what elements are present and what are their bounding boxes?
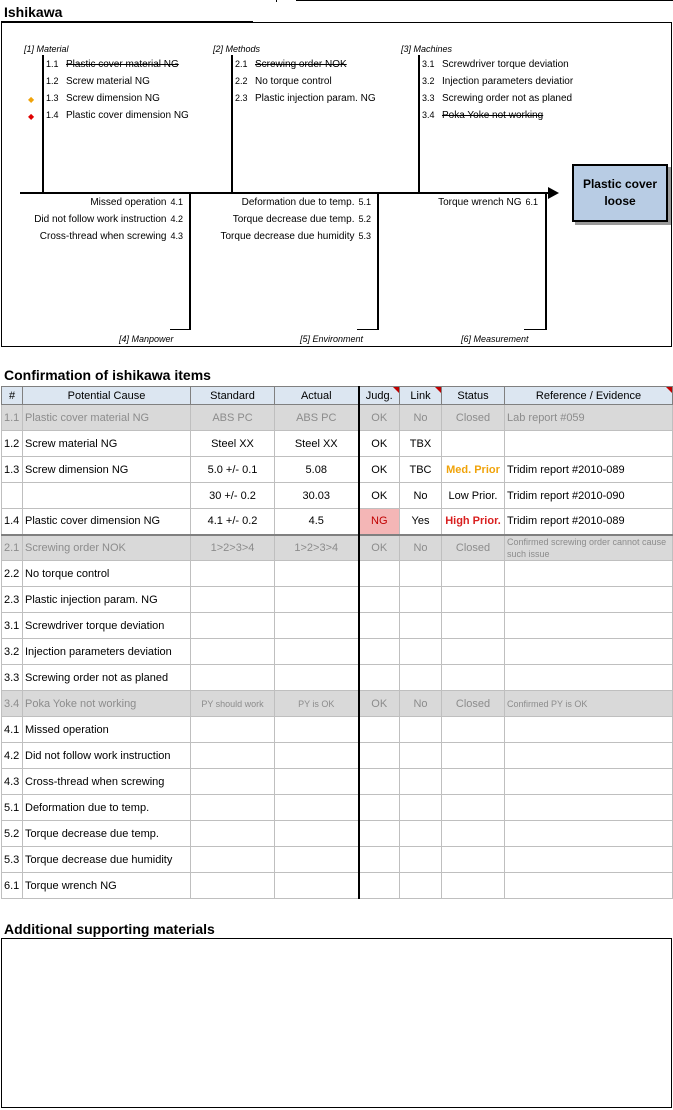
cell-actual[interactable]: 30.03 [275,483,359,509]
cell-judg[interactable] [359,587,400,613]
cell-standard[interactable] [191,769,275,795]
cell-cause[interactable]: Torque decrease due humidity [23,847,191,873]
cell-standard[interactable] [191,847,275,873]
cell-ref[interactable] [505,821,673,847]
cell-ref[interactable] [505,561,673,587]
cell-num[interactable]: 1.3 [2,457,23,483]
cell-status[interactable]: Closed [442,535,505,561]
measurement-bone [545,193,547,330]
cell-link[interactable] [400,613,442,639]
cell-cause[interactable]: Poka Yoke not working [23,691,191,717]
cell-judg[interactable] [359,769,400,795]
cell-status[interactable]: High Prior. [442,509,505,535]
cell-ref[interactable] [505,873,673,899]
cell-status[interactable]: Med. Prior [442,457,505,483]
header-link: Link [400,387,442,405]
cell-actual[interactable] [275,613,359,639]
cause-5-3: Torque decrease due humidity 5.3 [220,231,371,242]
effect-box: Plastic cover loose [572,164,668,222]
table-row [2,509,673,535]
cell-judg[interactable] [359,613,400,639]
cause-4-1: Missed operation 4.1 [90,197,183,208]
supporting-title: Additional supporting materials [4,921,215,937]
cell-ref[interactable] [505,431,673,457]
cell-cause[interactable]: No torque control [23,561,191,587]
cell-standard[interactable] [191,665,275,691]
cell-judg[interactable] [359,743,400,769]
category-methods: [2] Methods [213,44,261,54]
cell-actual[interactable]: 1>2>3>4 [275,535,359,561]
cause-2-1: 2.1 Screwing order NOK [235,59,347,70]
cell-link[interactable] [400,639,442,665]
cell-link[interactable] [400,561,442,587]
confirmation-title: Confirmation of ishikawa items [4,367,211,383]
spine-arrowhead [548,187,559,199]
table-row [2,691,673,717]
header-standard: Standard [191,387,275,405]
cell-cause[interactable]: Plastic cover dimension NG [23,509,191,535]
table-row [2,405,673,431]
cell-judg[interactable]: OK [359,431,400,457]
header-rule-right [296,0,673,1]
cell-status[interactable] [442,561,505,587]
table-row [2,873,673,899]
cell-actual[interactable]: 5.08 [275,457,359,483]
cell-link[interactable] [400,821,442,847]
cell-cause[interactable]: Screwing order not as planed [23,665,191,691]
comment-marker-icon [666,387,672,393]
cell-actual[interactable]: 4.5 [275,509,359,535]
table-row [2,639,673,665]
methods-bone [231,55,233,193]
cell-judg[interactable]: OK [359,457,400,483]
cell-judg[interactable] [359,717,400,743]
supporting-materials-box[interactable] [1,938,672,1108]
cell-link[interactable] [400,665,442,691]
cell-status[interactable] [442,795,505,821]
table-row [2,795,673,821]
table-row [2,717,673,743]
cell-standard[interactable] [191,717,275,743]
cell-judg[interactable]: NG [359,509,400,535]
cell-cause[interactable] [23,483,191,509]
table-row [2,847,673,873]
cause-4-3: Cross-thread when screwing 4.3 [39,231,183,242]
cell-cause[interactable]: Injection parameters deviation [23,639,191,665]
table-row [2,665,673,691]
environment-foot [357,329,379,330]
cause-3-2: 3.2 Injection parameters deviatior [422,76,574,87]
cell-ref[interactable] [505,795,673,821]
cell-actual[interactable] [275,587,359,613]
cell-actual[interactable] [275,769,359,795]
cause-3-3: 3.3 Screwing order not as planed [422,93,573,104]
cell-cause[interactable]: Missed operation [23,717,191,743]
cell-standard[interactable] [191,587,275,613]
cell-status[interactable] [442,613,505,639]
cell-standard[interactable]: 30 +/- 0.2 [191,483,275,509]
cause-1-3: 1.3 Screw dimension NG [46,93,160,104]
cell-judg[interactable] [359,795,400,821]
cause-2-3: 2.3 Plastic injection param. NG [235,93,376,104]
cell-standard[interactable]: 1>2>3>4 [191,535,275,561]
cell-cause[interactable]: Screwdriver torque deviation [23,613,191,639]
header-actual: Actual [275,387,359,405]
cause-3-4: 3.4 Poka Yoke not working [422,110,544,121]
cell-status[interactable] [442,743,505,769]
category-measurement: [6] Measurement [461,334,529,344]
category-environment: [5] Environment [300,334,364,344]
cell-actual[interactable] [275,847,359,873]
cell-standard[interactable]: PY should work [191,691,275,717]
table-row [2,483,673,509]
cell-num[interactable]: 2.2 [2,561,23,587]
table-row [2,821,673,847]
cell-ref[interactable] [505,847,673,873]
cell-link[interactable]: Yes [400,509,442,535]
cause-1-4: 1.4 Plastic cover dimension NG [46,110,189,121]
manpower-foot [170,329,191,330]
machines-bone [418,55,420,193]
cell-link[interactable] [400,847,442,873]
cell-status[interactable]: Closed [442,691,505,717]
cell-standard[interactable] [191,613,275,639]
cell-judg[interactable] [359,873,400,899]
cell-num[interactable]: 5.3 [2,847,23,873]
cell-judg[interactable] [359,821,400,847]
cell-cause[interactable]: Torque decrease due temp. [23,821,191,847]
cell-ref[interactable]: Tridim report #2010-089 [505,457,673,483]
header-potential-cause: Potential Cause [23,387,191,405]
cell-link[interactable] [400,743,442,769]
cell-cause[interactable]: Screw material NG [23,431,191,457]
cell-ref[interactable] [505,613,673,639]
cell-judg[interactable] [359,847,400,873]
table-row [2,457,673,483]
cell-status[interactable] [442,639,505,665]
cell-actual[interactable] [275,665,359,691]
cell-num[interactable]: 4.1 [2,717,23,743]
cell-standard[interactable]: 5.0 +/- 0.1 [191,457,275,483]
cell-link[interactable]: No [400,535,442,561]
cause-3-1: 3.1 Screwdriver torque deviation [422,59,569,70]
category-manpower: [4] Manpower [119,334,174,344]
cell-standard[interactable]: Steel XX [191,431,275,457]
confirmation-table-body [2,405,673,899]
cell-ref[interactable] [505,587,673,613]
table-row [2,535,673,561]
cell-num[interactable]: 3.2 [2,639,23,665]
cell-cause[interactable]: Screwing order NOK [23,535,191,561]
category-machines: [3] Machines [401,44,453,54]
cell-ref[interactable] [505,717,673,743]
cell-cause[interactable]: Did not follow work instruction [23,743,191,769]
table-row [2,587,673,613]
cell-ref[interactable] [505,743,673,769]
cell-num[interactable]: 2.1 [2,535,23,561]
category-material: [1] Material [24,44,69,54]
cell-actual[interactable] [275,795,359,821]
cell-link[interactable] [400,769,442,795]
cell-link[interactable] [400,587,442,613]
cell-num[interactable] [2,483,23,509]
cell-num[interactable]: 2.3 [2,587,23,613]
cell-status[interactable] [442,873,505,899]
cell-ref[interactable]: Tridim report #2010-089 [505,509,673,535]
cell-status[interactable] [442,665,505,691]
cell-num[interactable]: 5.1 [2,795,23,821]
comment-marker-icon [393,387,399,393]
cell-status[interactable] [442,821,505,847]
cell-actual[interactable] [275,743,359,769]
cell-actual[interactable] [275,821,359,847]
cell-status[interactable] [442,717,505,743]
cell-status[interactable] [442,431,505,457]
comment-marker-icon [435,387,441,393]
cell-standard[interactable] [191,873,275,899]
cell-cause[interactable]: Plastic injection param. NG [23,587,191,613]
cell-cause[interactable]: Cross-thread when screwing [23,769,191,795]
cell-judg[interactable] [359,665,400,691]
cell-num[interactable]: 3.3 [2,665,23,691]
cell-judg[interactable]: OK [359,483,400,509]
fishbone-spine [20,192,553,194]
cell-num[interactable]: 1.2 [2,431,23,457]
high-priority-diamond-icon: ◆ [28,112,35,121]
cell-judg[interactable] [359,639,400,665]
cell-actual[interactable] [275,873,359,899]
manpower-bone [189,193,191,330]
cell-actual[interactable] [275,717,359,743]
cell-num[interactable]: 3.4 [2,691,23,717]
header-num: # [2,387,23,405]
cell-judg[interactable] [359,561,400,587]
cell-standard[interactable]: ABS PC [191,405,275,431]
cell-link[interactable]: No [400,405,442,431]
cell-ref[interactable] [505,769,673,795]
cell-num[interactable]: 3.1 [2,613,23,639]
cell-cause[interactable]: Screw dimension NG [23,457,191,483]
cell-actual[interactable] [275,561,359,587]
cell-standard[interactable] [191,821,275,847]
cell-link[interactable]: TBX [400,431,442,457]
cell-ref[interactable]: Lab report #059 [505,405,673,431]
cell-num[interactable]: 4.2 [2,743,23,769]
cell-standard[interactable]: 4.1 +/- 0.2 [191,509,275,535]
medium-priority-diamond-icon: ◆ [28,95,35,104]
cell-ref[interactable]: Tridim report #2010-090 [505,483,673,509]
cell-ref[interactable] [505,665,673,691]
table-row [2,613,673,639]
cause-1-2: 1.2 Screw material NG [46,76,150,87]
cell-actual[interactable]: Steel XX [275,431,359,457]
table-header-row [2,387,673,405]
table-row [2,769,673,795]
measurement-foot [524,329,547,330]
header-rule-mid [276,0,277,2]
cell-actual[interactable]: ABS PC [275,405,359,431]
cell-num[interactable]: 1.4 [2,509,23,535]
material-bone [42,55,44,193]
cell-judg[interactable]: OK [359,535,400,561]
cell-num[interactable]: 4.3 [2,769,23,795]
cell-num[interactable]: 1.1 [2,405,23,431]
cell-standard[interactable] [191,743,275,769]
cell-ref[interactable] [505,639,673,665]
cell-judg[interactable]: OK [359,405,400,431]
table-row [2,743,673,769]
header-judg: Judg. [359,387,400,405]
cell-link[interactable] [400,873,442,899]
cell-standard[interactable] [191,795,275,821]
cell-link[interactable]: TBC [400,457,442,483]
cell-ref[interactable]: Confirmed PY is OK [505,691,673,717]
cell-link[interactable] [400,795,442,821]
cell-judg[interactable]: OK [359,691,400,717]
cell-status[interactable] [442,587,505,613]
cell-link[interactable]: No [400,483,442,509]
cause-4-2: Did not follow work instruction 4.2 [34,214,183,225]
cause-2-2: 2.2 No torque control [235,76,332,87]
cause-5-2: Torque decrease due temp. 5.2 [232,214,371,225]
cell-link[interactable] [400,717,442,743]
cause-6-1: Torque wrench NG 6.1 [438,197,538,208]
confirmation-table [1,386,673,899]
cell-standard[interactable] [191,561,275,587]
cell-actual[interactable]: PY is OK [275,691,359,717]
table-row [2,431,673,457]
cell-cause[interactable]: Deformation due to temp. [23,795,191,821]
cause-5-1: Deformation due to temp. 5.1 [241,197,371,208]
header-reference: Reference / Evidence [505,387,673,405]
cell-num[interactable]: 6.1 [2,873,23,899]
environment-bone [377,193,379,330]
cell-actual[interactable] [275,639,359,665]
ishikawa-title: Ishikawa [4,4,63,20]
header-status: Status [442,387,505,405]
cell-status[interactable] [442,847,505,873]
cell-ref[interactable]: Confirmed screwing order cannot cause such issue [505,535,673,561]
cause-1-1: 1.1 Plastic cover material NG [46,59,179,70]
cell-status[interactable]: Closed [442,405,505,431]
cell-status[interactable]: Low Prior. [442,483,505,509]
cell-link[interactable]: No [400,691,442,717]
cell-standard[interactable] [191,639,275,665]
cell-cause[interactable]: Plastic cover material NG [23,405,191,431]
cell-cause[interactable]: Torque wrench NG [23,873,191,899]
cell-status[interactable] [442,769,505,795]
cell-num[interactable]: 5.2 [2,821,23,847]
table-row [2,561,673,587]
